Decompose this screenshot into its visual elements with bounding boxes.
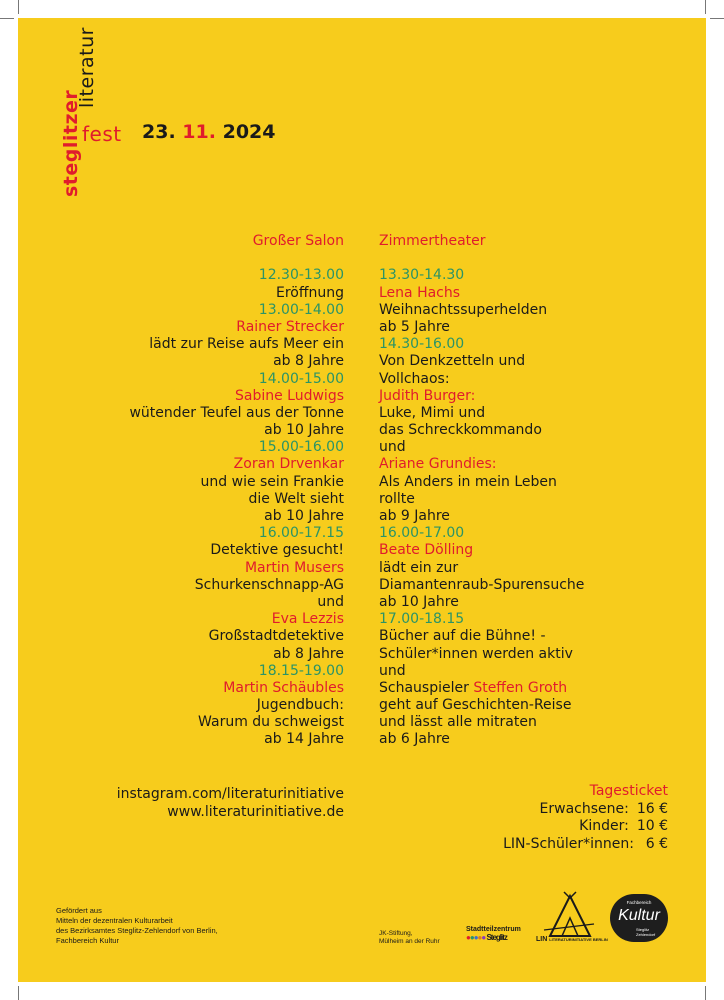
date-day: 23. xyxy=(142,121,176,143)
program-line xyxy=(379,508,584,525)
program-line xyxy=(129,267,344,284)
program-line xyxy=(379,250,584,267)
lin-logo xyxy=(536,890,608,950)
program-line xyxy=(379,611,584,628)
ticket-price: 10 € xyxy=(636,818,668,834)
program-line-text: und wie sein Frankie xyxy=(200,473,344,490)
program-line xyxy=(379,285,584,302)
program-line xyxy=(129,560,344,577)
program-line xyxy=(379,594,584,611)
program-line xyxy=(379,336,584,353)
program-line-text: Luke, Mimi und xyxy=(379,404,486,421)
program-line-text: Ariane Grundies: xyxy=(379,456,497,473)
program-line-text: und xyxy=(379,439,406,456)
ticket-price: 6 € xyxy=(645,835,668,852)
program-line xyxy=(379,731,584,748)
program-line xyxy=(129,525,344,542)
program-line xyxy=(379,560,584,577)
ticket-price: 16 € xyxy=(636,800,668,817)
ticket-row xyxy=(503,836,668,854)
ticket-label: LIN-Schüler*innen: xyxy=(503,835,634,852)
program-line-text: wütender Teufel aus der Tonne xyxy=(129,404,344,421)
program-line xyxy=(129,250,344,267)
sponsor-jk-stiftung xyxy=(379,930,440,946)
program-line-text: 18.15-19.00 xyxy=(258,662,344,679)
program-line xyxy=(379,474,584,491)
crop-mark xyxy=(18,0,19,14)
program-line xyxy=(379,628,584,645)
program-line xyxy=(129,319,344,336)
program-line-text: Beate Dölling xyxy=(379,542,474,559)
program-line-text: 17.00-18.15 xyxy=(379,611,465,628)
program-line-text: Jugendbuch: xyxy=(256,697,344,714)
program-line-text: 16.00-17.00 xyxy=(379,525,465,542)
tent-icon xyxy=(536,890,602,938)
program-line-text: Warum du schweigst xyxy=(198,714,344,731)
kultur-sub: Zehlendorf xyxy=(636,932,656,937)
program-line xyxy=(129,353,344,370)
program-line-text: 12.30-13.00 xyxy=(258,267,344,284)
program-line-text: und xyxy=(317,593,344,610)
program-line-text: lädt ein zur xyxy=(379,559,459,576)
program-line xyxy=(129,336,344,353)
program-line-text: ab 10 Jahre xyxy=(379,593,459,610)
program-line xyxy=(129,542,344,559)
program-line xyxy=(129,646,344,663)
website-link[interactable]: www.literaturinitiative.de xyxy=(167,804,344,820)
funding-line: Mitteln der dezentralen Kulturarbeit xyxy=(56,916,173,925)
sponsor-line: JK-Stiftung, xyxy=(379,930,413,937)
social-links xyxy=(117,785,344,821)
kultur-sub: Steglitz xyxy=(636,927,650,932)
program-line-text: ab 14 Jahre xyxy=(264,731,344,748)
funding-line: Gefördert aus xyxy=(56,906,102,915)
program-line-text: Detektive gesucht! xyxy=(210,542,344,559)
stadtteilzentrum-logo xyxy=(466,926,521,942)
program-line-text: 15.00-16.00 xyxy=(258,439,344,456)
ticket-prices xyxy=(503,783,668,853)
program-line-text: Diamantenraub-Spurensuche xyxy=(379,576,585,593)
program-line-text: ab 8 Jahre xyxy=(273,353,344,370)
program-line xyxy=(129,680,344,697)
funding-line: Fachbereich Kultur xyxy=(56,936,119,945)
logo-literatur: literatur xyxy=(76,27,98,108)
program-line-text: Bücher auf die Bühne! - xyxy=(379,628,546,645)
program-line-text: Lena Hachs xyxy=(379,284,461,301)
crop-mark xyxy=(18,986,19,1000)
program-line xyxy=(379,267,584,284)
program-line xyxy=(379,388,584,405)
program-line-text: Zoran Drvenkar xyxy=(233,456,344,473)
kultur-top: Fachbereich xyxy=(626,900,652,905)
program-line-text: das Schreckkommando xyxy=(379,422,542,439)
program-line xyxy=(129,302,344,319)
program-line-text: ab 5 Jahre xyxy=(379,318,450,335)
program-line-text: die Welt sieht xyxy=(248,490,344,507)
program-line-text: Rainer Strecker xyxy=(236,318,344,335)
program-line xyxy=(379,714,584,731)
program-line xyxy=(379,353,584,370)
program-grosser-salon xyxy=(129,233,344,749)
program-line xyxy=(129,233,344,250)
program-line xyxy=(379,680,584,697)
program-line-text: ab 6 Jahre xyxy=(379,731,450,748)
lin-sub: LITERATURINITIATIVE BERLIN xyxy=(549,937,608,942)
program-line-text: Als Anders in mein Leben xyxy=(379,473,557,490)
date-year: 2024 xyxy=(222,121,276,143)
lin-main: LIN xyxy=(536,936,548,943)
program-line-highlight: Steffen Groth xyxy=(473,679,568,696)
funding-note xyxy=(56,906,218,946)
program-line xyxy=(379,491,584,508)
crop-mark xyxy=(0,18,14,19)
ticket-row xyxy=(503,801,668,819)
ticket-row xyxy=(503,818,668,836)
crop-mark xyxy=(705,986,706,1000)
stadtteil-bottom: Steglitz xyxy=(486,933,507,942)
program-line xyxy=(129,594,344,611)
program-line xyxy=(129,714,344,731)
program-line xyxy=(379,405,584,422)
program-line-text: Weihnachtssuperhelden xyxy=(379,301,548,318)
program-line-text: Vollchaos: xyxy=(379,370,450,387)
program-line xyxy=(129,422,344,439)
crop-mark xyxy=(710,18,724,19)
program-line xyxy=(379,371,584,388)
program-line xyxy=(129,491,344,508)
ticket-label: Erwachsene: xyxy=(539,800,629,817)
program-line-text: ab 9 Jahre xyxy=(379,508,450,524)
program-line xyxy=(129,371,344,388)
program-line-text: geht auf Geschichten-Reise xyxy=(379,697,572,714)
program-line-text: Schauspieler xyxy=(379,679,474,696)
crop-mark xyxy=(705,0,706,14)
instagram-link[interactable]: instagram.com/literaturinitiative xyxy=(116,786,344,802)
logo-fest: fest xyxy=(82,122,122,146)
stadtteil-top: Stadtteilzentrum xyxy=(466,926,521,933)
fachbereich-kultur-logo xyxy=(610,894,668,942)
program-line-text: Großstadtdetektive xyxy=(208,628,344,645)
program-line xyxy=(379,542,584,559)
ticket-title: Tagesticket xyxy=(589,783,668,799)
program-line-text: Zimmertheater xyxy=(379,233,486,249)
program-line-text: Schurkenschnapp-AG xyxy=(194,576,344,593)
program-line-text: und lässt alle mitraten xyxy=(379,714,537,731)
program-line xyxy=(129,474,344,491)
program-line xyxy=(129,611,344,628)
program-line xyxy=(379,233,584,250)
program-line-text: Schüler*innen werden aktiv xyxy=(379,645,573,662)
program-line-text: Von Denkzetteln und xyxy=(379,353,526,370)
program-line-text: 14.00-15.00 xyxy=(258,370,344,387)
program-line-text: rollte xyxy=(379,490,415,507)
kultur-main: Kultur xyxy=(618,907,660,924)
program-line-text: lädt zur Reise aufs Meer ein xyxy=(149,336,344,353)
funding-line: des Bezirksamtes Steglitz-Zehlendorf von Berlin, xyxy=(56,926,218,935)
stadtteil-figures-icon: ●●●●● Steglitz xyxy=(466,933,507,942)
logo-steglitzer: steglitzer xyxy=(60,89,82,197)
program-line-text: Martin Schäubles xyxy=(223,679,344,696)
program-line xyxy=(129,439,344,456)
program-line xyxy=(129,388,344,405)
date-month: 11. xyxy=(182,121,216,143)
program-line xyxy=(379,456,584,473)
program-line xyxy=(379,302,584,319)
program-line-text: 13.30-14.30 xyxy=(379,267,465,284)
program-line xyxy=(129,697,344,714)
ticket-label: Kinder: xyxy=(579,818,629,834)
program-line xyxy=(379,319,584,336)
program-line xyxy=(129,405,344,422)
festival-date xyxy=(142,121,275,143)
program-line-text: Martin Musers xyxy=(244,559,344,576)
program-line-text: und xyxy=(379,662,406,679)
program-line xyxy=(379,697,584,714)
sponsor-line: Mülheim an der Ruhr xyxy=(379,938,440,945)
program-line-text: Judith Burger: xyxy=(379,387,476,404)
program-line xyxy=(129,731,344,748)
program-line xyxy=(379,439,584,456)
program-zimmertheater xyxy=(379,233,584,749)
program-line-text: ab 10 Jahre xyxy=(264,508,344,524)
program-line xyxy=(129,577,344,594)
program-line-text: Sabine Ludwigs xyxy=(234,387,344,404)
program-line-text: ab 8 Jahre xyxy=(273,645,344,662)
program-line xyxy=(379,525,584,542)
program-line xyxy=(129,628,344,645)
program-line-text: 14.30-16.00 xyxy=(379,336,465,353)
program-line xyxy=(379,577,584,594)
program-line xyxy=(129,456,344,473)
program-line-text: Eröffnung xyxy=(275,284,344,301)
program-line-text: Großer Salon xyxy=(252,233,344,249)
program-line xyxy=(379,422,584,439)
program-line-text: 13.00-14.00 xyxy=(258,301,344,318)
program-line xyxy=(129,508,344,525)
program-line xyxy=(379,646,584,663)
program-line xyxy=(129,663,344,680)
program-line-text: Eva Lezzis xyxy=(271,611,344,628)
program-line xyxy=(129,285,344,302)
program-line xyxy=(379,663,584,680)
program-line-text: 16.00-17.15 xyxy=(258,525,344,542)
program-line-text: ab 10 Jahre xyxy=(264,422,344,439)
